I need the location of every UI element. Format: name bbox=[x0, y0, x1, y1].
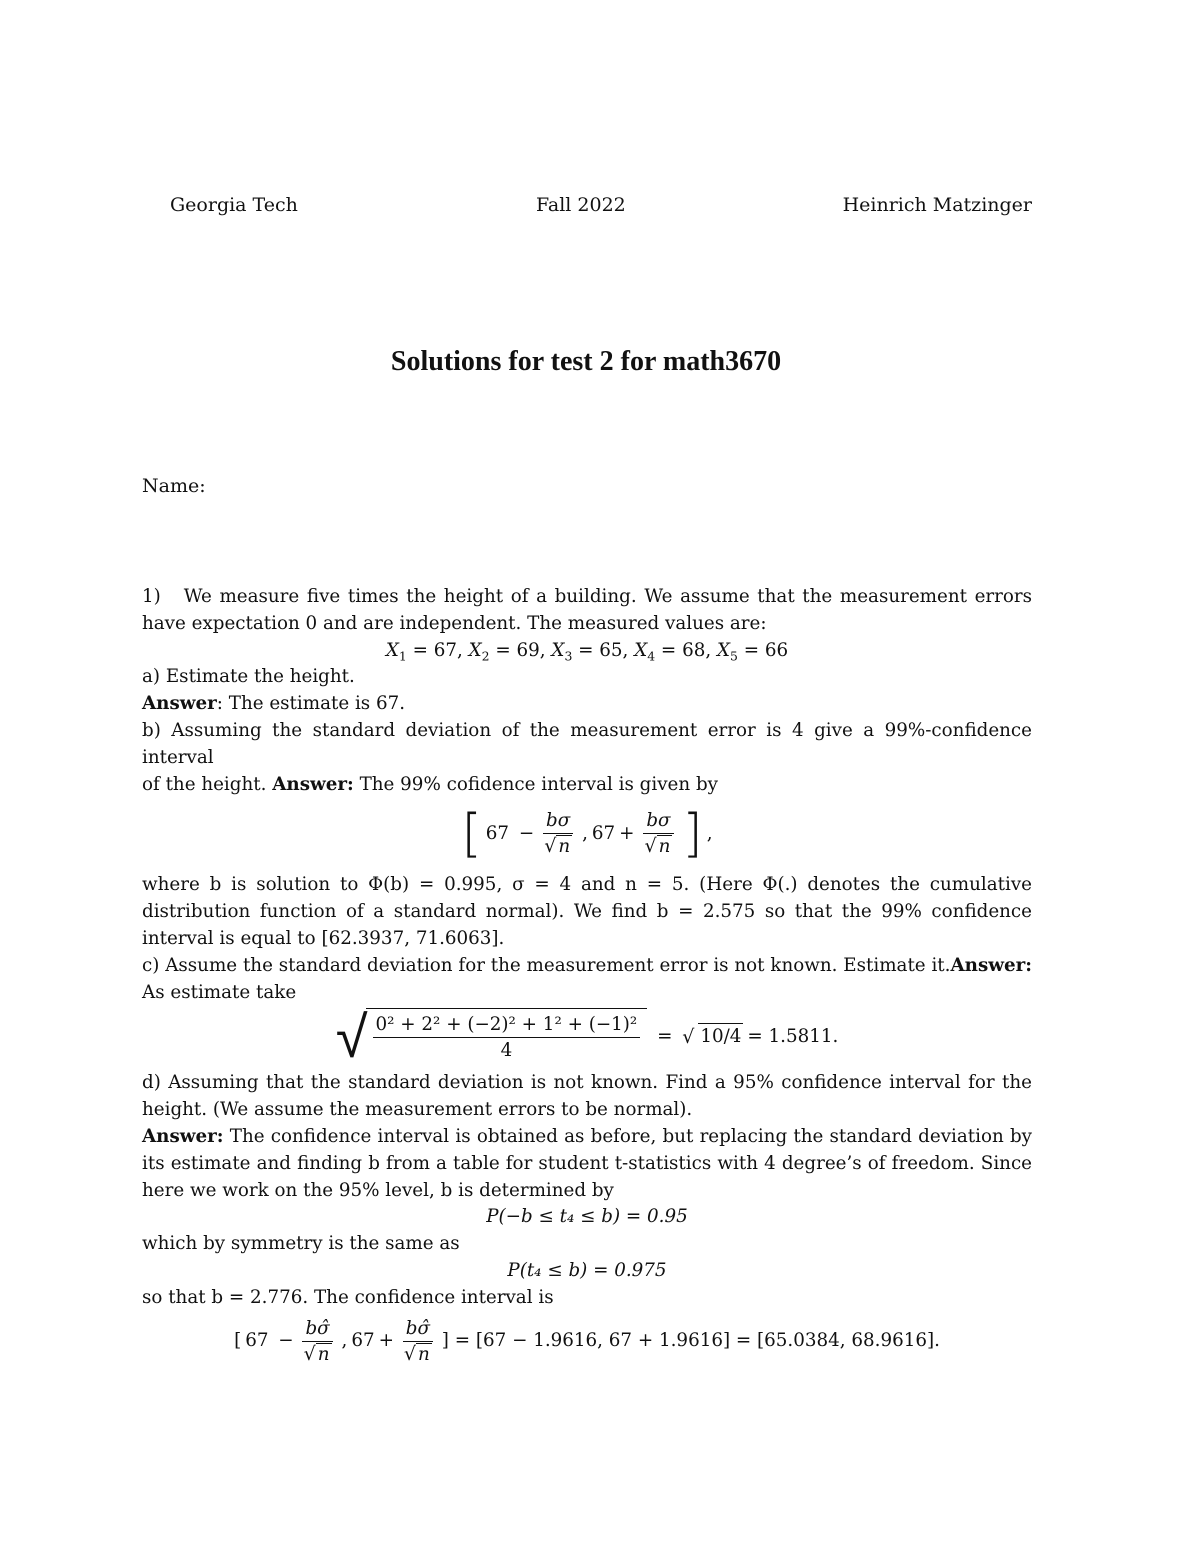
problem-1-intro-line2: have expectation 0 and are independent. The measured values are: bbox=[142, 612, 767, 634]
page-title: Solutions for test 2 for math3670 bbox=[390, 346, 782, 377]
part-d-answer-line1: Answer: The confidence interval is obtained as before, but replacing the standard deviation by bbox=[142, 1125, 1033, 1147]
header-term: Fall 2022 bbox=[536, 194, 626, 216]
t-probability-equation: P(−b ≤ t₄ ≤ b) = 0.95 bbox=[486, 1206, 688, 1228]
name-label: Name: bbox=[142, 475, 206, 497]
part-a-question: a) Estimate the height. bbox=[142, 666, 355, 688]
std-estimate-formula: √ $\frac{\text{0² + 2² + (−2)² + 1² + (−1)²}}{4}$ = √ 10/4 = 1.5811. bbox=[335, 1003, 839, 1072]
part-d-question-line1: d) Assuming that the standard deviation is not known. Find a 95% confidence interval for the bbox=[142, 1072, 1032, 1094]
measured-value: $X_5 = 66$ bbox=[716, 639, 789, 664]
header-author: Heinrich Matzinger bbox=[842, 194, 1032, 216]
part-a-answer: Answer: The estimate is 67. bbox=[142, 693, 406, 715]
page-header bbox=[170, 194, 1032, 224]
header-institution: Georgia Tech bbox=[170, 194, 298, 216]
part-b-where-line3: interval is equal to [62.3937, 71.6063]. bbox=[142, 927, 505, 949]
part-b-question-line2: of the height. Answer: The 99% cofidence interval is given by bbox=[142, 773, 718, 795]
measured-value: $X_4 = 68$, bbox=[634, 639, 717, 664]
part-b-where-line1: where b is solution to Φ(b) = 0.995, σ = 4 and n = 5. (Here Φ(.) denotes the cumulative bbox=[142, 874, 1032, 896]
measured-value: $X_3 = 65$, bbox=[551, 639, 635, 664]
part-c-question: c) Assume the standard deviation for the measurement error is not known. Estimate it.Answer: bbox=[142, 954, 1032, 976]
problem-number: 1) bbox=[142, 586, 161, 607]
answer-label: Answer: bbox=[272, 773, 354, 795]
confidence-interval-formula-b: [ 67 − $\frac{b\sigma}{√ n}$ , 67 + $\frac{b\sigma}{√ n}$ ] , bbox=[461, 804, 713, 865]
part-d-question-line2: height. (We assume the measurement errors to be normal). bbox=[142, 1099, 693, 1121]
part-c-answer-intro: As estimate take bbox=[142, 981, 297, 1003]
problem-1 bbox=[142, 584, 1032, 1376]
confidence-interval-formula-d: [ 67 − $\frac{b\sigmâ}{√ n}$ , 67 + $\frac{b\sigmâ}{√ n}$ ] = [67 − 1.9616, 67 + 1.9616] = [65.0384, 68.9616]. bbox=[234, 1317, 940, 1365]
answer-label: Answer: bbox=[142, 1125, 224, 1147]
t-quantile-equation: P(t₄ ≤ b) = 0.975 bbox=[507, 1259, 667, 1281]
answer-label: Answer bbox=[142, 693, 217, 715]
symmetry-note: which by symmetry is the same as bbox=[142, 1233, 460, 1255]
part-d-conclusion: so that b = 2.776. The confidence interval is bbox=[142, 1286, 554, 1308]
part-b-question-line1: b) Assuming the standard deviation of the measurement error is 4 give a 99%-confidence interval bbox=[142, 719, 1032, 768]
answer-label: Answer: bbox=[950, 954, 1032, 976]
part-d-answer-line3: here we work on the 95% level, b is determined by bbox=[142, 1179, 614, 1201]
part-b-where-line2: distribution function of a standard normal). We find b = 2.575 so that the 99% confidence bbox=[142, 901, 1032, 923]
problem-1-intro-line1: 1) We measure five times the height of a building. We assume that the measurement errors bbox=[142, 586, 1032, 607]
measured-value: $X_1 = 67$, bbox=[385, 639, 469, 664]
measured-values-equation bbox=[142, 638, 1032, 665]
measured-values-list bbox=[385, 639, 789, 664]
part-d-answer-line2: its estimate and finding b from a table for student t-statistics with 4 degree’s of freedom. Since bbox=[142, 1152, 1032, 1174]
measured-value: $X_2 = 69$, bbox=[468, 639, 552, 664]
